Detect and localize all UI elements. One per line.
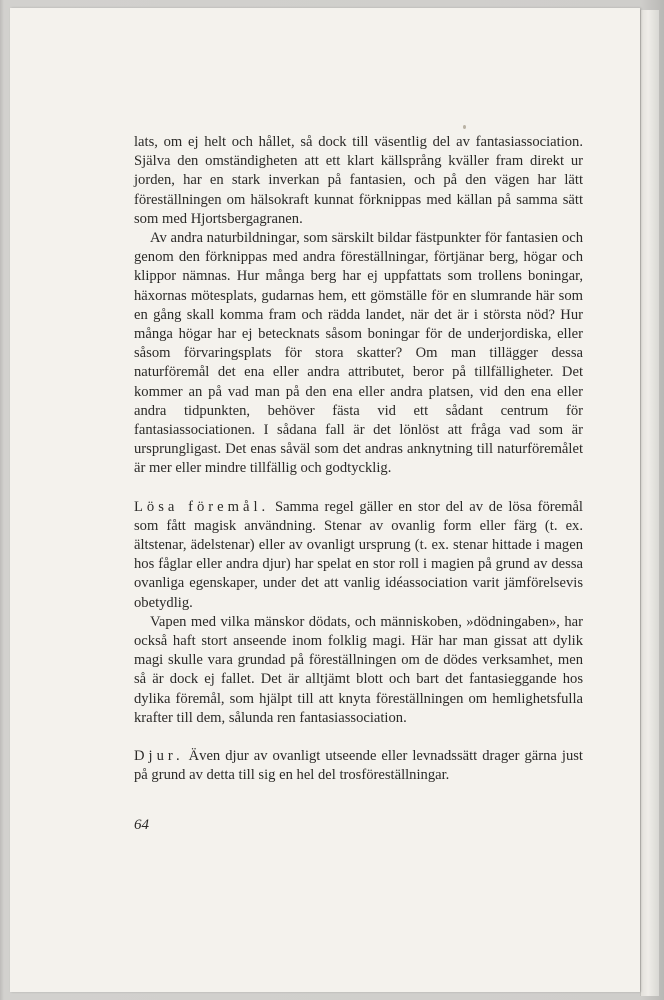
paragraph: lats, om ej helt och hållet, så dock till väsentlig del av fantasiassociation. Själva den omständigheten att ett klart källsprång kväller fram direkt ur jorden, har en stark inverkan på fantasien, och på den vägen har lätt föreställningen om hälsokraft kunnat förknippas med källan på samma sätt som med Hjortsbergagranen. [134,134,583,227]
section-heading: Djur. [134,748,184,765]
section-heading: Lösa föremål. [134,498,270,515]
section-text: Samma regel gäller en stor del av de lösa föremål som fått magisk användning. Stenar av ovanlig form eller färg (t. ex. ältstenar, ädelstenar) eller av ovanligt ursprung (t. ex. stenar hittade i magen hos fåglar eller andra djur) har spelat en stor roll i magien på grund av dessa ovanliga egenskaper, under det att vanlig idéassociation varit jämförelsevis obetydlig. [134,498,583,611]
paragraph: Av andra naturbildningar, som särskilt bildar fästpunkter för fantasien och genom den förknippas med andra föreställningar, förtjänar berg, högar och klippor nämnas. Hur många berg har ej uppfattats som trollens boningar, häxornas mötesplats, gudarnas hem, ett gömställe för en slumrande här som en gång skall komma fram och rädda landet, när det är i största nöd? Hur många högar har ej betecknats såsom boningar för de underjordiska, eller såsom förvaringsplats för stora skatter? Om man tillägger dessa naturföremål det ena eller andra attributet, beror på tillfälligheter. Det kommer an på vad man på den ena eller andra platsen, vid den ena eller andra tidpunkten, behöver fästa vid ett sådant centrum för fantasiassociationen. I sådana fall är det lönlöst att fråga vad som är ursprungligast. Det enas såväl som det andras anknytning till naturföremålet är mer eller mindre tillfällig och godtycklig. [134,230,583,477]
body-text [134,133,583,786]
paper-speck [463,125,466,129]
paragraph: Vapen med vilka mänskor dödats, och människoben, »dödningaben», har också haft stort anseende inom folklig magi. Här har man gissat att dylik magi skulle vara grundad på föreställningen om de dödes verksamhet, men så är dock ej fallet. Det är alltjämt blott och bart det fantasieggande hos dylika föremål, som hjälpt till att knyta föreställningen om hemlighetsfulla krafter till dem, sålunda ren fantasiassociation. [134,613,583,726]
section-djur [134,747,583,785]
page-edge [640,10,659,996]
page-number: 64 [134,817,149,833]
section-losa-foremal [134,498,583,613]
section-text: Även djur av ovanligt utseende eller levnadssätt drager gärna just på grund av detta till sig en hel del trosföreställningar. [134,748,583,784]
